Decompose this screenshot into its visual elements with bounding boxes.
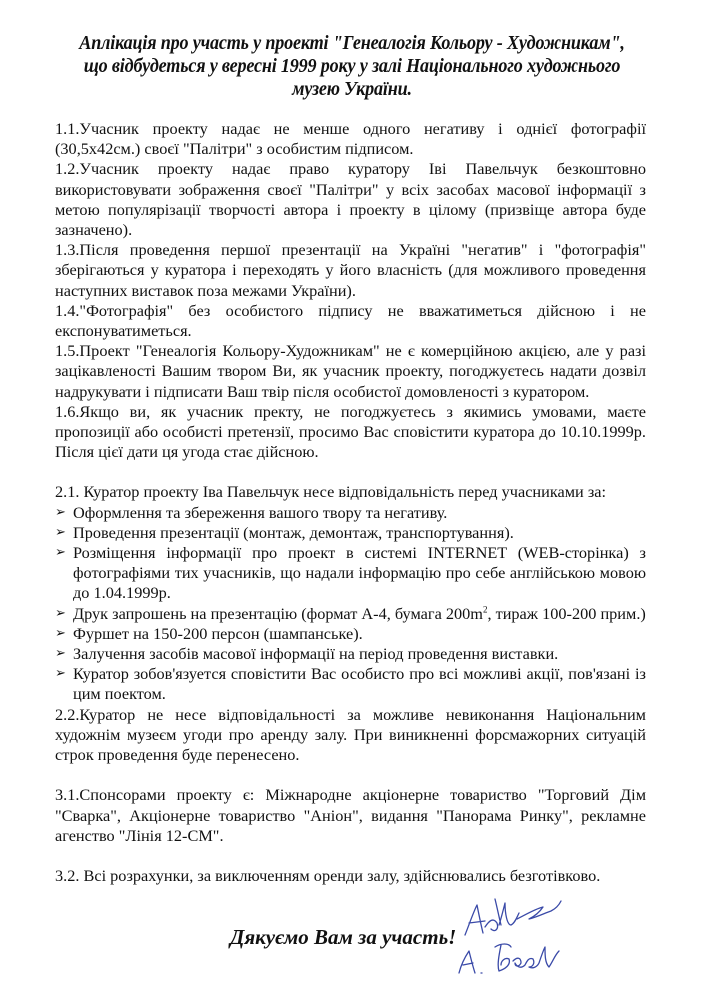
clause-1-2: 1.2.Учасник проекту надає право куратору Іві Павельчук безкоштовно використовувати зображення своєї "Палітри" у всіх засобах масової інформації з метою популярізації творчості автора і проекту в цілому (призвіще автора буде зазначено). [55,159,646,240]
bullet-text: Залучення засобів масової інформації на період проведення виставки. [73,644,559,664]
signature-stroke [517,901,561,919]
arrowhead-bullet-icon: ➢ [55,605,66,621]
superscript: 2 [482,604,488,615]
clause-1-1: 1.1.Учасник проекту надає не менше одного негативу і однієї фотографії (30,5х42см.) своєї "Палітри" з особистим підписом. [55,119,646,159]
bullet-item [55,604,646,624]
document-body [55,119,646,886]
arrowhead-bullet-icon: ➢ [55,646,66,662]
clause-1-4: 1.4."Фотографія" без особистого підпису не вважатиметься дійсною і не експонуватиметься. [55,300,646,341]
bullet-item [55,644,646,664]
bullet-text [73,604,646,623]
bullet-item [55,523,646,543]
arrowhead-bullet-icon: ➢ [55,504,66,520]
signature-strokes [459,899,561,973]
title-line-3: музею України. [292,79,412,100]
bullet-text: Оформлення та збереження вашого твору та негативу. [73,502,448,522]
clause-2-2: 2.2.Куратор не несе відповідальності за можливе невиконання Національним художнім музеєм угоди про аренду залу. При виникненні форсмажорних ситуацій строк проведення буде перенесено. [55,704,646,765]
bullet-text-part: Друк запрошень на презентацію (формат А-4, бумага 200m [73,603,483,623]
clause-2-1-intro: 2.1. Куратор проекту Іва Павельчук несе відповідальність перед учасниками за: [55,482,607,502]
arrowhead-bullet-icon: ➢ [55,524,66,540]
title-line-1: Аплікація про участь у проекті "Генеалогія Кольору - Художникам", [79,33,625,54]
bullet-item [55,503,646,523]
bullet-text-part: , тираж 100-200 прим.) [487,603,646,623]
arrowhead-bullet-icon: ➢ [55,666,66,682]
handwritten-signature-icon [455,895,615,985]
bullet-item [55,543,646,604]
closing-thanks: Дякуємо Вам за участь! [230,925,457,949]
bullet-item [55,624,646,644]
bullet-text: Розміщення інформації про проект в системі INTERNET (WEB-сторінка) з фотографіями тих учасників, що надали інформацію про себе англійською мовою до 1.04.1999р. [73,543,646,603]
title-line-2: що відбудеться у вересні 1999 року у залі Національного художнього [83,56,621,77]
clause-1-5: 1.5.Проект "Генеалогія Кольору-Художникам" не є комерційною акцією, але у разі зацікавленості Вашим твором Ви, як учасник проекту, погоджуєтесь надати дозвіл надрукувати і підписати Ваш твір після особистої домовленості з куратором. [55,341,646,401]
signature-stroke [459,951,482,973]
arrowhead-bullet-icon: ➢ [55,545,66,561]
signature-stroke [485,903,519,931]
signature-stroke [465,905,485,935]
signature-stroke [495,944,511,971]
arrowhead-bullet-icon: ➢ [55,625,66,641]
section-spacer [55,462,646,482]
clause-1-6: 1.6.Якщо ви, як учасник пректу, не погоджуєтесь з якимись умовами, маєте пропозиції або особисті претензії, просимо Вас сповістити куратора до 10.10.1999р. Після цієї дати ця угода стає дійсною. [55,401,646,462]
bullet-item [55,664,646,704]
bullet-text: Проведення презентації (монтаж, демонтаж, транспортування). [73,522,514,542]
clause-1-3: 1.3.Після проведення першої презентації на Україні "негатив" і "фотографія" зберігаються у куратора і переходять у його власність (для можливого проведення наступних виставок поза межами України). [55,240,646,300]
clause-3-2: 3.2. Всі розрахунки, за виключенням оренди залу, здійснювались безготівково. [55,865,601,885]
bullet-text: Куратор зобов'язуется сповістити Вас особисто про всі можливі акції, пов'язані із цим поектом. [73,664,646,704]
clause-3-1: 3.1.Спонсорами проекту є: Міжнародне акціонерне товариство "Торговий Дім "Сварка", Акціонерне товариство "Аніон", видання "Панорама Ринку", рекламне агенство "Лінія 12-СМ". [55,785,646,845]
document-title [53,32,652,101]
bullet-text: Фуршет на 150-200 персон (шампанське). [73,623,363,643]
signature-stroke [513,947,559,968]
